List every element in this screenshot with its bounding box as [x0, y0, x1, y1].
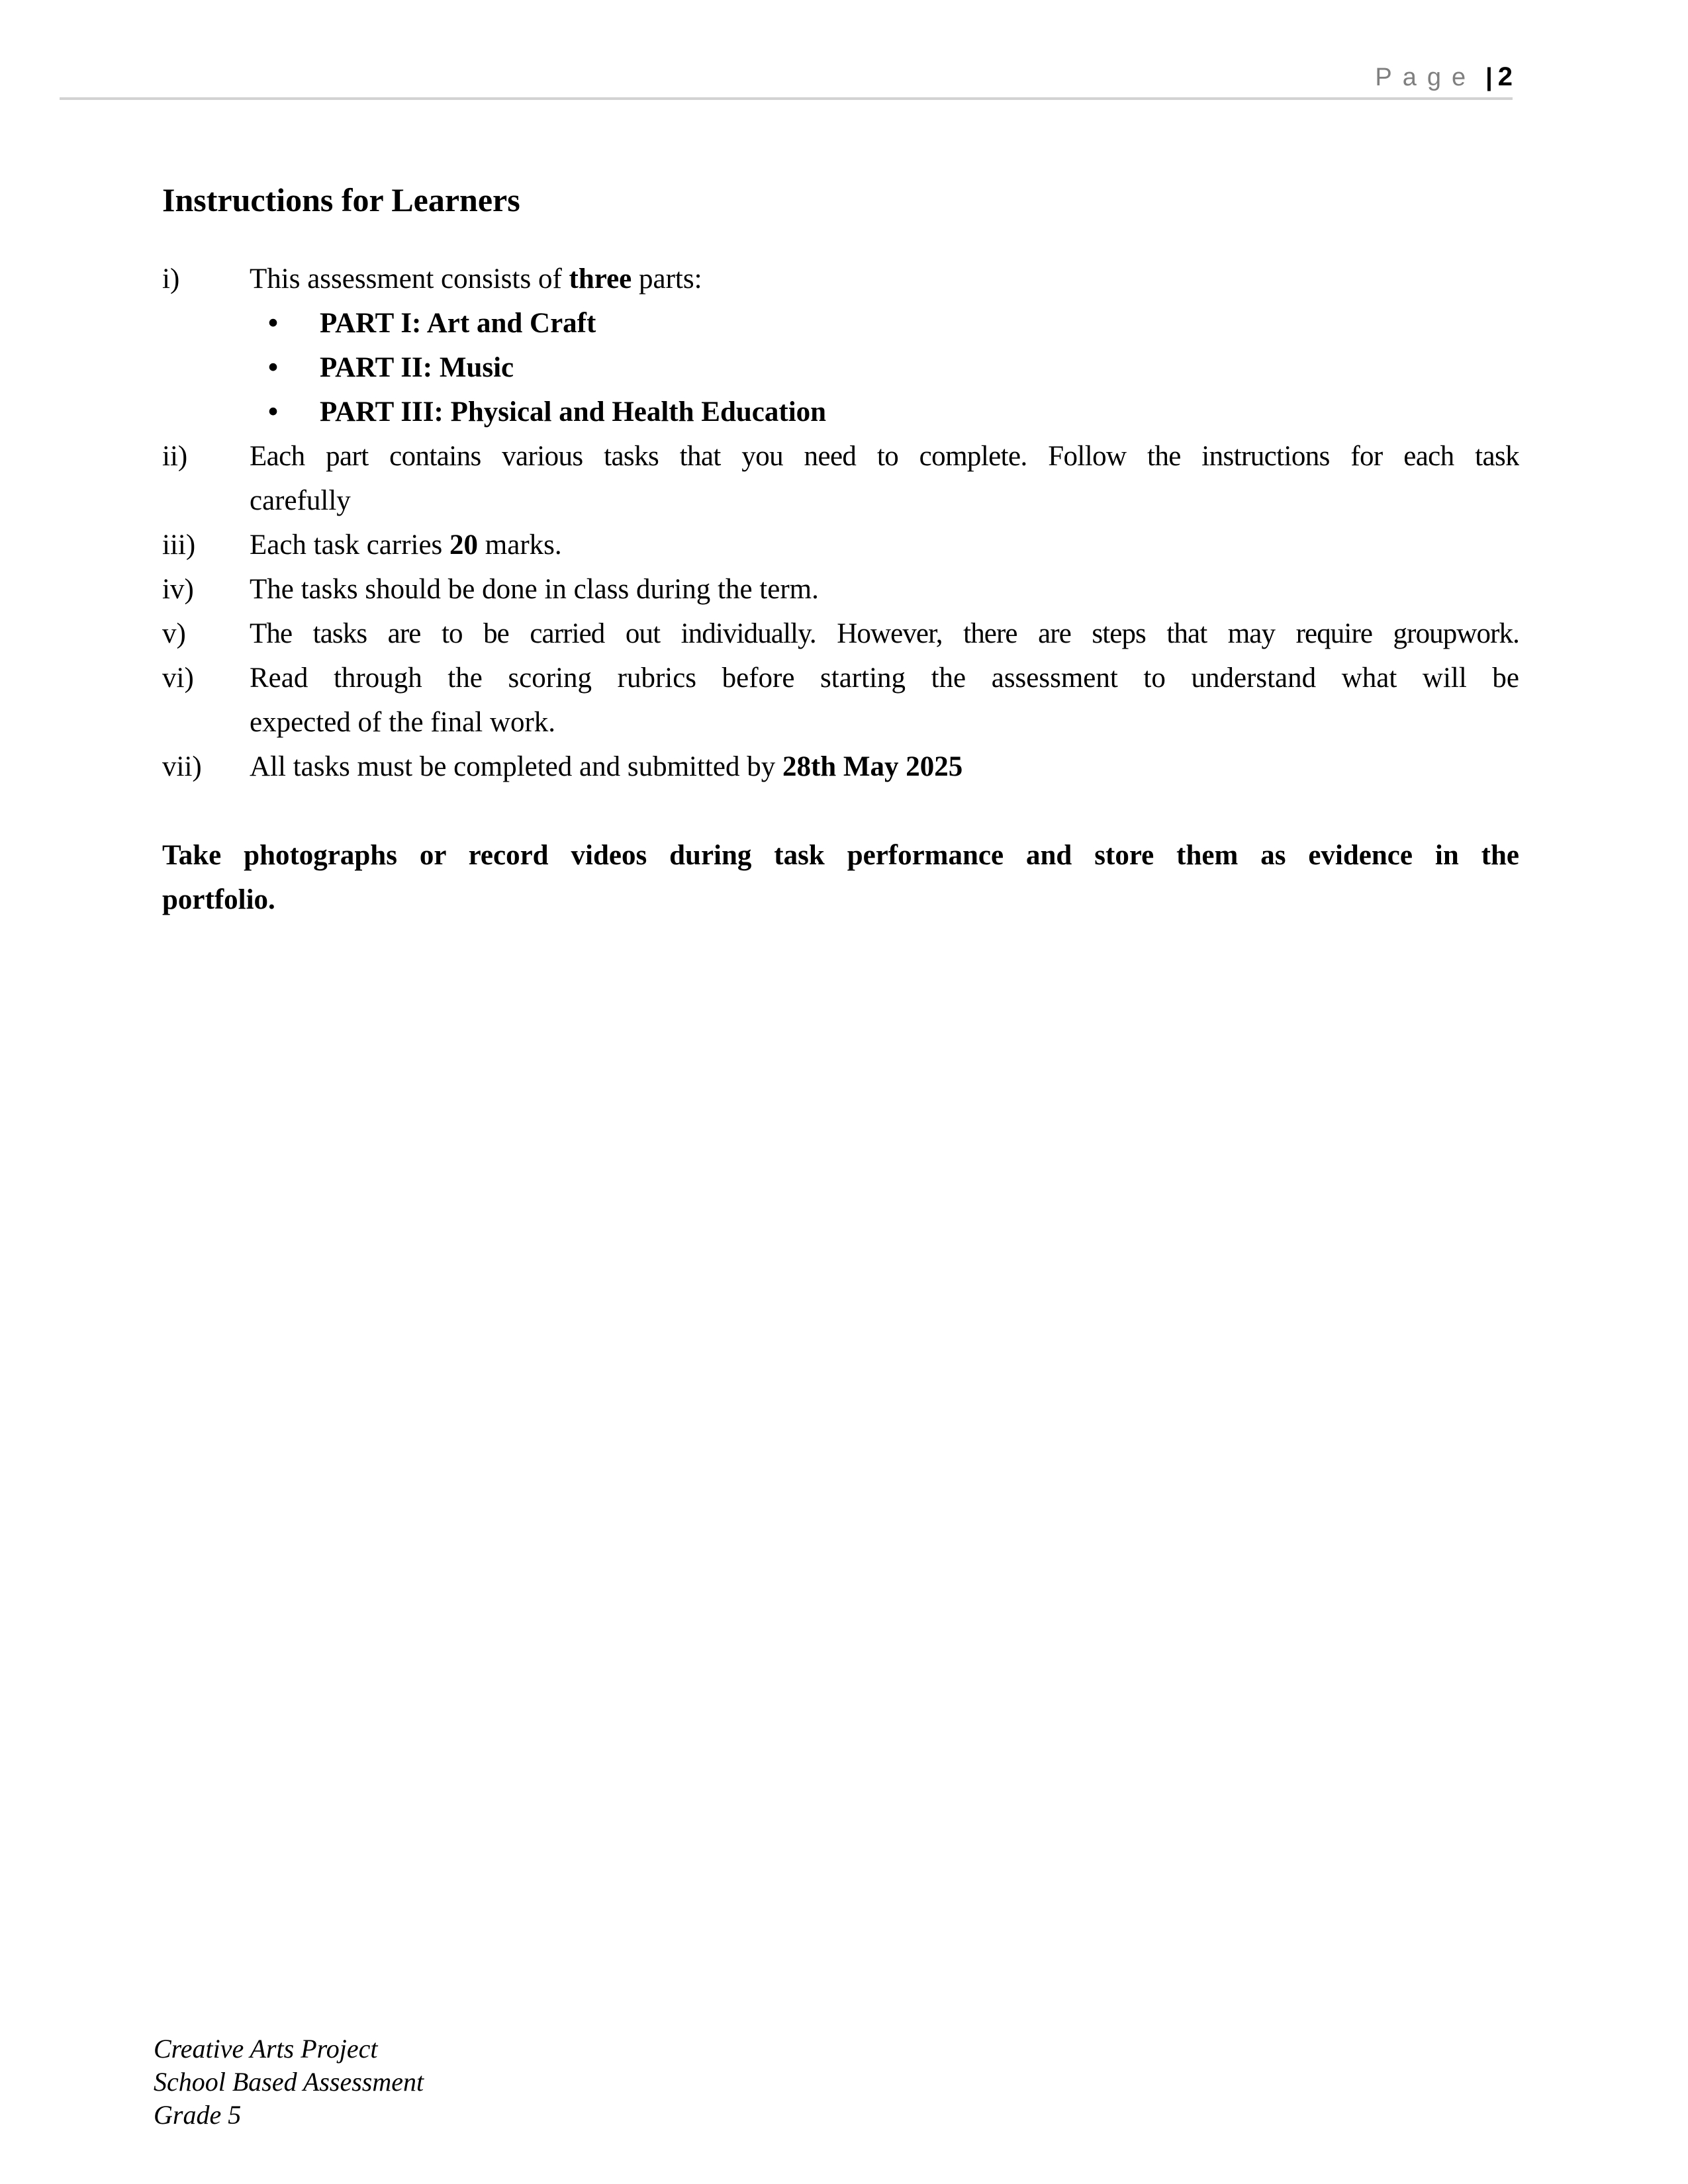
item-iii-post: marks. — [478, 529, 562, 561]
footer-assessment-type: School Based Assessment — [154, 2067, 424, 2097]
footer-project-title: Creative Arts Project — [154, 2034, 378, 2064]
item-i-bold: three — [569, 263, 632, 295]
bullet-icon: • — [268, 396, 279, 428]
list-item-vi — [162, 656, 1519, 745]
item-v-line-1: The tasks are to be carried out individually. However, there are steps that may require groupwork. — [250, 618, 1519, 649]
item-vi-line-1: Read through the scoring rubrics before starting the assessment to understand what will be — [250, 662, 1519, 694]
bullet-item-1-text: PART I: Art and Craft — [320, 308, 596, 339]
list-item-ii-text — [250, 434, 1519, 523]
evidence-note-line-1: Take photographs or record videos during task performance and store them as evidence in the — [162, 840, 1519, 871]
list-item-i-text — [250, 257, 1519, 301]
item-i-post: parts: — [632, 263, 702, 295]
list-item-i — [162, 257, 1519, 301]
footer-grade: Grade 5 — [154, 2100, 242, 2130]
item-vii-bold: 28th May 2025 — [782, 751, 963, 782]
list-marker-vi: vi) — [162, 662, 194, 694]
item-i-pre: This assessment consists of — [250, 263, 569, 295]
item-vii-pre: All tasks must be completed and submitted by — [250, 751, 782, 782]
list-marker-iii: iii) — [162, 529, 196, 561]
list-marker-v: v) — [162, 618, 186, 649]
list-item-v — [162, 612, 1519, 656]
bullet-item-3 — [162, 390, 1519, 434]
item-ii-line-1: Each part contains various tasks that you need to complete. Follow the instructions for each task — [250, 441, 1519, 472]
item-ii-line-2: carefully — [250, 485, 351, 516]
list-marker-vii: vii) — [162, 751, 202, 782]
page-header-word: Page — [1375, 64, 1477, 91]
list-item-iii-text — [250, 523, 1519, 567]
page-footer — [154, 2032, 424, 2132]
page-header — [60, 62, 1513, 100]
item-iii-pre: Each task carries — [250, 529, 450, 561]
item-iii-bold: 20 — [449, 529, 479, 561]
list-item-vii — [162, 745, 1519, 789]
list-marker-ii: ii) — [162, 441, 188, 472]
page-number: 2 — [1497, 62, 1513, 91]
list-marker-iv: iv) — [162, 574, 194, 605]
bullet-item-3-text: PART III: Physical and Health Education — [320, 396, 827, 428]
evidence-note — [162, 833, 1519, 922]
list-item-vi-text — [250, 656, 1519, 745]
bullet-item-2 — [162, 345, 1519, 390]
list-marker-i: i) — [162, 263, 180, 295]
page-header-separator: | — [1485, 64, 1493, 91]
list-item-iv — [162, 567, 1519, 612]
bullet-icon: • — [268, 352, 279, 383]
list-item-iii — [162, 523, 1519, 567]
bullet-item-2-text: PART II: Music — [320, 352, 514, 383]
item-vi-line-2: expected of the final work. — [250, 707, 556, 738]
bullet-item-1 — [162, 301, 1519, 345]
section-heading: Instructions for Learners — [162, 181, 520, 218]
list-item-iv-text: The tasks should be done in class during the term. — [250, 574, 819, 605]
evidence-note-line-2: portfolio. — [162, 884, 275, 915]
list-item-v-text — [250, 612, 1519, 656]
list-item-vii-text — [250, 745, 1519, 789]
list-item-ii — [162, 434, 1519, 523]
document-body — [162, 179, 1519, 922]
bullet-icon: • — [268, 308, 279, 339]
